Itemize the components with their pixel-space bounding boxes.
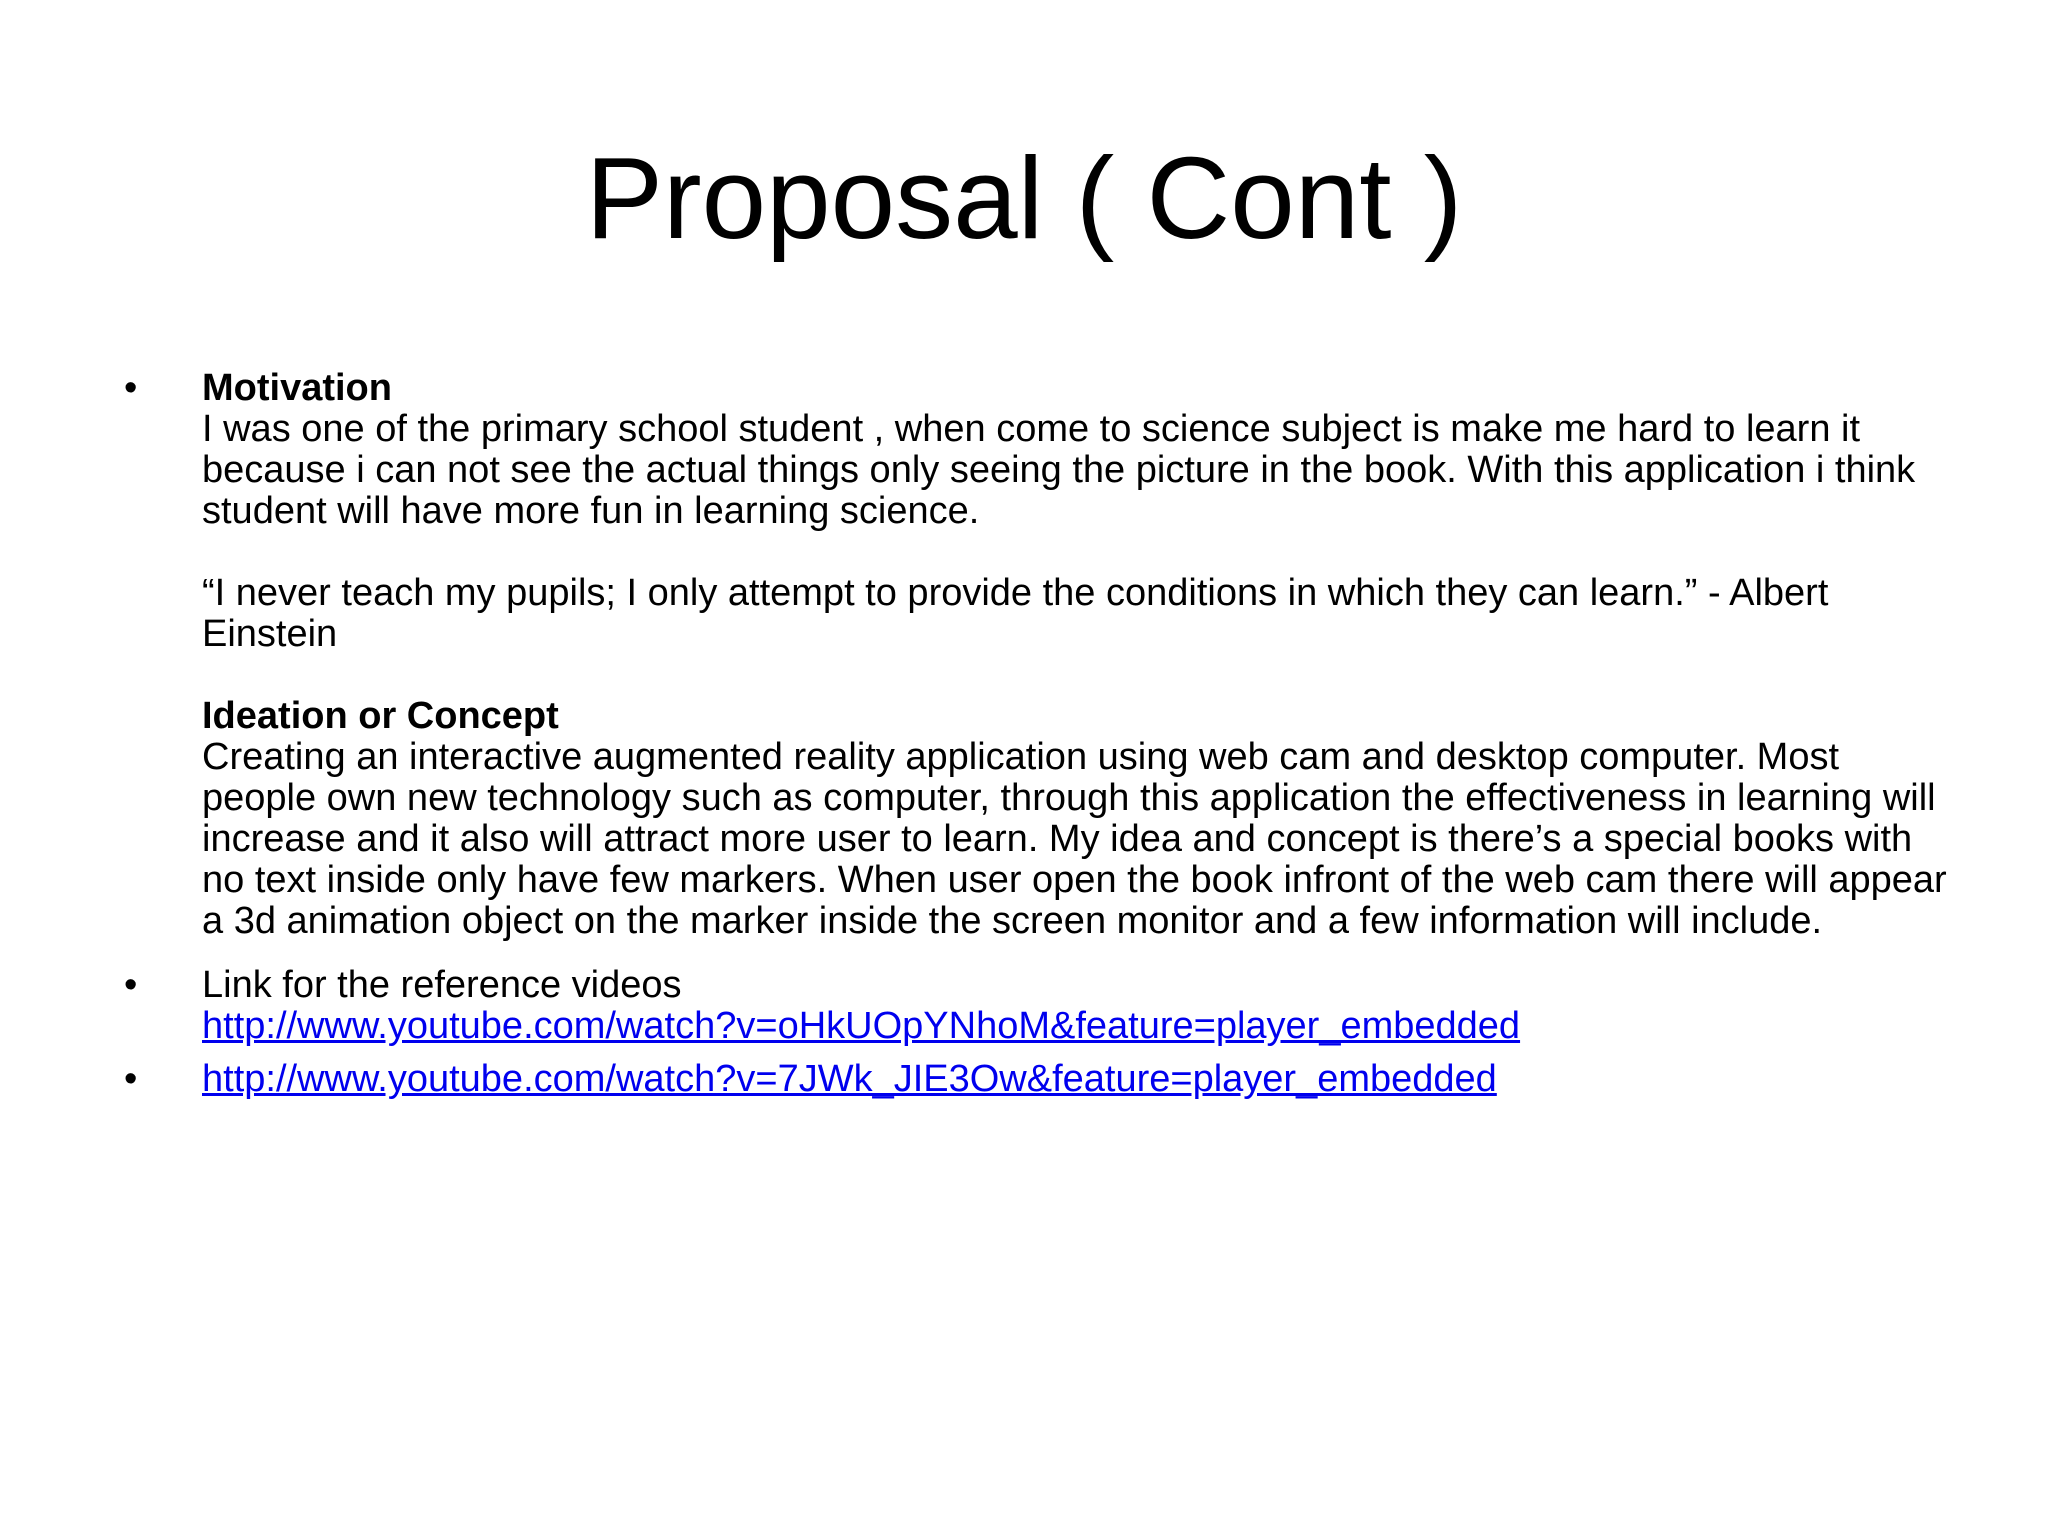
slide-title: Proposal ( Cont ) [585, 133, 1463, 263]
bullet-item-motivation [120, 368, 1950, 942]
motivation-heading: Motivation [202, 367, 392, 409]
ideation-heading: Ideation or Concept [202, 695, 559, 737]
einstein-quote: “I never teach my pupils; I only attempt to provide the conditions in which they can learn.” - Albert Einstein [202, 572, 1829, 655]
bullet-item-link2 [120, 1059, 1950, 1100]
slide-body [120, 368, 1950, 1100]
motivation-text: I was one of the primary school student , when come to science subject is make me hard to learn it because i can not see the actual things only seeing the picture in the book. With this application i think student will have more fun in learning science. [202, 408, 1916, 532]
bullet-icon: • [124, 367, 138, 409]
reference-link-2[interactable]: http://www.youtube.com/watch?v=7JWk_JIE3Ow&feature=player_embedded [202, 1058, 1497, 1100]
bullet-icon: • [124, 964, 138, 1006]
bullet-icon: • [124, 1058, 138, 1100]
reference-label: Link for the reference videos [202, 964, 682, 1006]
reference-link-1[interactable]: http://www.youtube.com/watch?v=oHkUOpYNhoM&feature=player_embedded [202, 1005, 1521, 1047]
ideation-text: Creating an interactive augmented reality application using web cam and desktop computer. Most people own new technology such as computer, through this application the effectiveness in learning will increase and it also will attract more user to learn. My idea and concept is there’s a special books with no text inside only have few markers. When user open the book infront of the web cam there will appear a 3d animation object on the marker inside the screen monitor and a few information will include. [202, 736, 1947, 942]
bullet-item-reference [120, 965, 1950, 1047]
